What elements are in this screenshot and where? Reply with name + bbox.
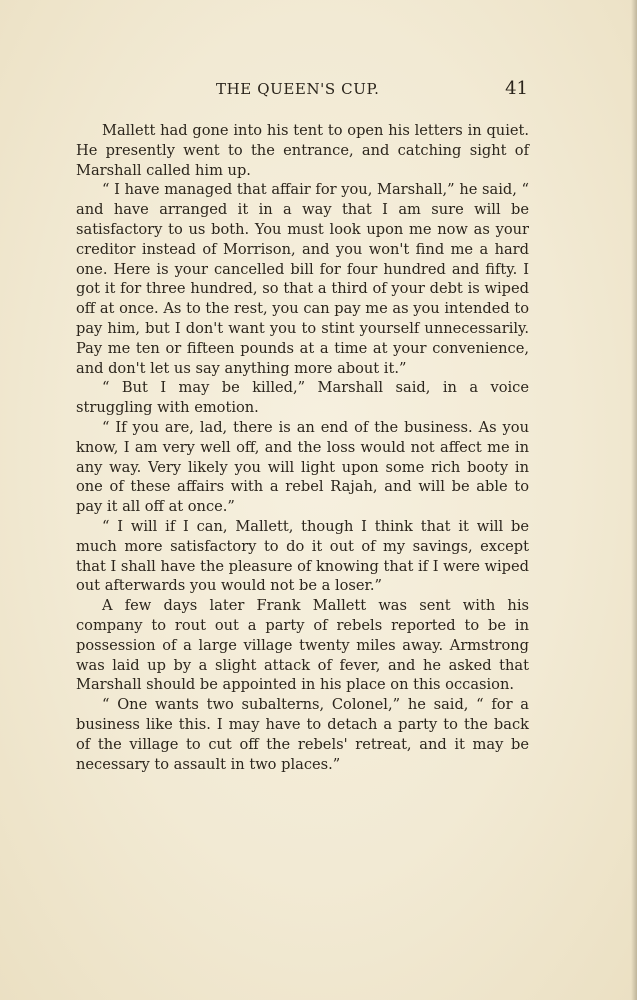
- paragraph: A few days later Frank Mallett was sent with his company to rout out a party of rebels reported to be in possession of a large village twenty miles away. Armstrong was laid up by a slight attack of fever, and he asked that Marshall should be appointed in his place on this occasion.: [76, 597, 529, 694]
- paragraph: “ I have managed that affair for you, Marshall,” he said, “ and have arranged it in a way that I am sure will be satisfactory to us both. You must look upon me now as your creditor instead of Morrison, and you won't find me a hard one. Here is your cancelled bill for four hundred and fifty. I got it for three hundred, so that a third of your debt is wiped off at once. As to the rest, you can pay me as you intended to pay him, but I don't want you to stint yourself unnecessarily. Pay me ten or fifteen pounds at a time at your convenience, and don't let us say anything more about it.”: [76, 181, 529, 377]
- paragraph: “ I will if I can, Mallett, though I think that it will be much more satisfactory to do it out of my savings, except that I shall have the pleasure of knowing that if I were wiped out afterwards you would not be a loser.”: [76, 517, 529, 595]
- paragraph: “ If you are, lad, there is an end of the business. As you know, I am very well off, and the loss would not affect me in any way. Very likely you will light upon some rich booty in one of these affairs with a rebel Rajah, and will be able to pay it all off at once.”: [76, 418, 529, 516]
- running-title: THE QUEEN'S CUP.: [216, 80, 380, 98]
- paragraph: “ One wants two subalterns, Colonel,” he said, “ for a business like this. I may have to detach a party to the back of the village to cut off the rebels' retreat, and it may be necessary to assault in two places.”: [76, 696, 529, 773]
- page-number: 41: [505, 78, 528, 99]
- paragraph: Mallett had gone into his tent to open his letters in quiet. He presently went to the entrance, and catching sight of Marshall called him up.: [76, 122, 529, 179]
- page-edge-shadow: [631, 0, 637, 1000]
- page-header: [76, 78, 530, 102]
- body-text: [76, 121, 529, 774]
- paragraph: “ But I may be killed,” Marshall said, in a voice struggling with emotion.: [76, 379, 529, 417]
